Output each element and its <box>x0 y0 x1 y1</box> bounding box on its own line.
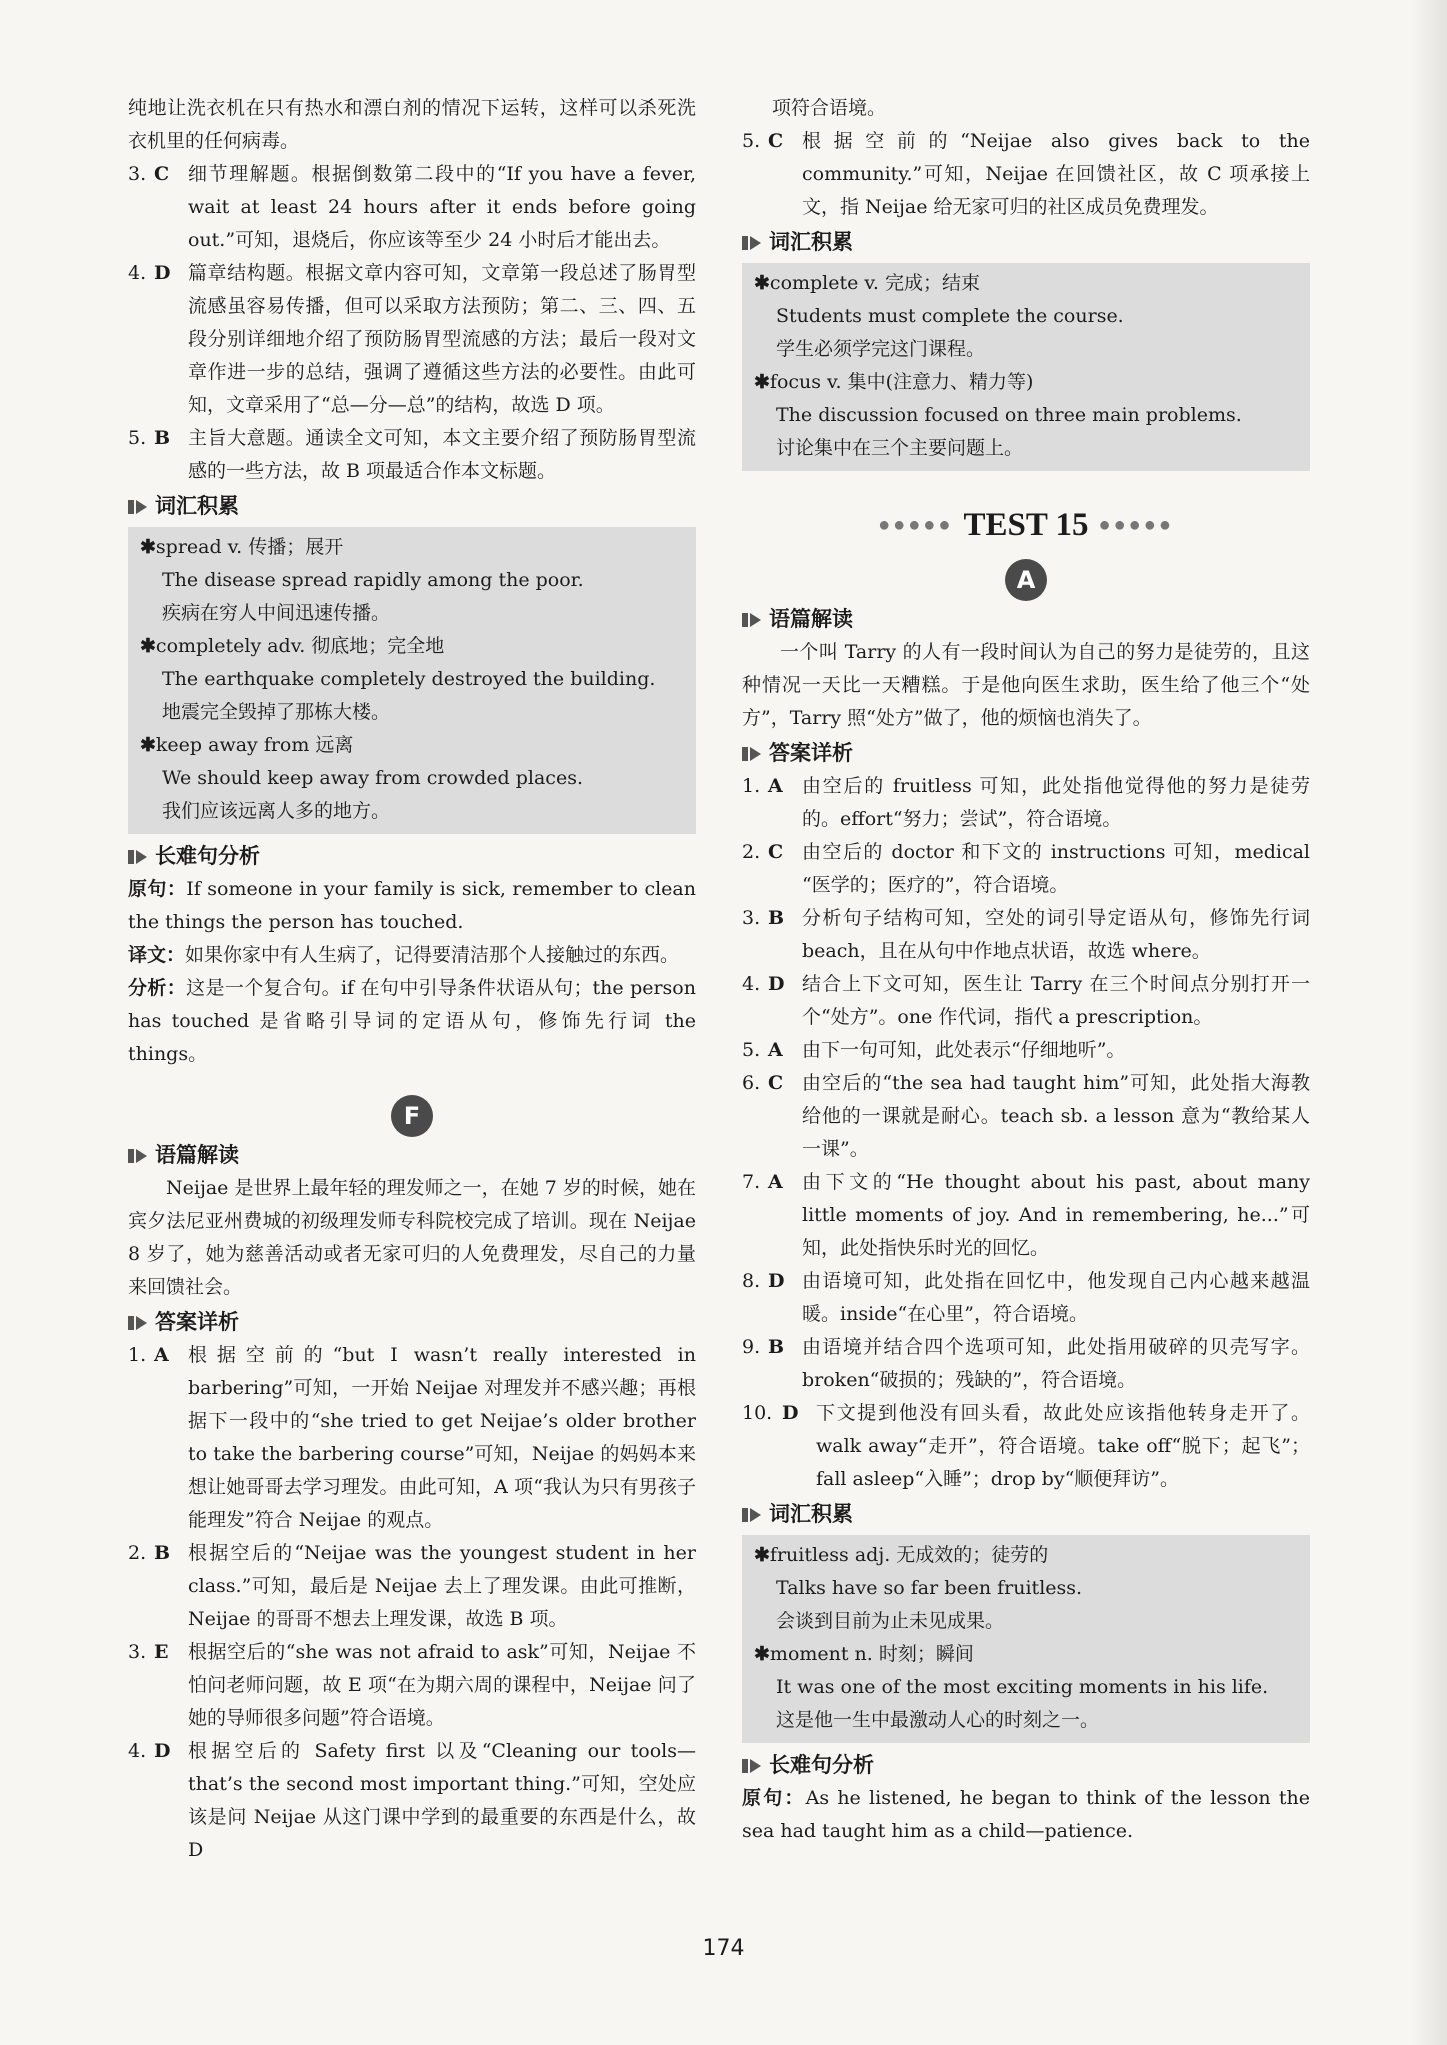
item-explanation: 细节理解题。根据倒数第二段中的“If you have a fever, wait at least 24 hours after it ends before going out.”可知，退烧后，你应该等至少 24 小时后才能出去。 <box>188 163 696 251</box>
item-number: 3. <box>128 163 147 185</box>
item-explanation: 主旨大意题。通读全文可知，本文主要介绍了预防肠胃型流感的一些方法，故 B 项最适合作本文标题。 <box>188 427 696 482</box>
section-heading-reading: 语篇解读 <box>742 603 1310 636</box>
paragraph-continued: 纯地让洗衣机在只有热水和漂白剂的情况下运转，这样可以杀死洗衣机里的任何病毒。 <box>128 97 696 152</box>
item-answer: C <box>154 163 170 185</box>
heading-bar-icon <box>128 850 134 864</box>
reading-summary: 一个叫 Tarry 的人有一段时间认为自己的努力是徒劳的，且这种情况一天比一天糟糕。于是他向医生求助，医生给了他三个“处方”，Tarry 照“处方”做了，他的烦恼也消失了。 <box>742 641 1310 729</box>
answer-item: 1. A 根据空前的“but I wasn’t really interested in barbering”可知，一开始 Neijae 对理发并不感兴趣；再根据下一段中的“she tried to get Neijae’s older brother to take the barbering course”可知，Neijae 的妈妈本来想让她哥哥去学习理发。由此可知，A 项“我认为只有男孩子能理发”符合 Neijae 的观点。 <box>128 1344 696 1531</box>
answer-item: 4. D 结合上下文可知，医生让 Tarry 在三个时间点分别打开一个“处方”。one 作代词，指代 a prescription。 <box>742 973 1310 1028</box>
answer-item <box>128 158 696 257</box>
answer-item: 3. E 根据空后的“she was not afraid to ask”可知，Neijae 不怕问老师问题，故 E 项“在为期六周的课程中，Neijae 问了她的导师很多问题”符合语境。 <box>128 1641 696 1729</box>
section-heading-vocab: 词汇积累 <box>742 226 1310 259</box>
answer-item: 8. D 由语境可知，此处指在回忆中，他发现自己内心越来越温暖。inside“在心里”，符合语境。 <box>742 1270 1310 1325</box>
analysis: 分析：这是一个复合句。if 在句中引导条件状语从句；the person has touched 是省略引导词的定语从句，修饰先行词 the things。 <box>128 977 696 1065</box>
answer-item: 1. A 由空后的 fruitless 可知，此处指他觉得他的努力是徒劳的。effort“努力；尝试”，符合语境。 <box>742 775 1310 830</box>
heading-arrow-icon <box>750 236 761 250</box>
answer-item: 10. D 下文提到他没有回头看，故此处应该指他转身走开了。walk away“走开”，符合语境。take off“脱下；起飞”；fall asleep“入睡”；drop by“顺便拜访”。 <box>742 1402 1310 1490</box>
vocab-entry: ✱moment n. 时刻；瞬间 It was one of the most exciting moments in his life. 这是他一生中最激动人心的时刻之一。 <box>754 1643 1269 1731</box>
asterisk-icon: ✱ <box>140 734 156 756</box>
vocab-entry: ✱fruitless adj. 无成效的；徒劳的 Talks have so far been fruitless. 会谈到目前为止未见成果。 <box>754 1544 1083 1632</box>
item-answer: B <box>154 427 171 449</box>
left-column <box>128 92 696 1867</box>
answer-item: 5. C 根据空前的“Neijae also gives back to the community.”可知，Neijae 在回馈社区，故 C 项承接上文，指 Neijae 给无家可归的社区成员免费理发。 <box>742 130 1310 218</box>
vocab-box <box>742 1535 1310 1743</box>
heading-bar-icon <box>742 1759 748 1773</box>
item-answer: D <box>154 262 171 284</box>
section-heading-long-sentence: 长难句分析 <box>742 1749 1310 1782</box>
dots-decoration-icon: ●●●●● <box>878 513 954 536</box>
section-heading-vocab: 词汇积累 <box>128 490 696 523</box>
vocab-entry: ✱completely adv. 彻底地；完全地 The earthquake completely destroyed the building. 地震完全毁掉了那栋大楼。 <box>140 635 656 723</box>
asterisk-icon: ✱ <box>140 536 156 558</box>
section-heading-vocab: 词汇积累 <box>742 1498 1310 1531</box>
answer-item <box>128 257 696 422</box>
answer-item: 4. D 根据空后的 Safety first 以及“Cleaning our tools—that’s the second most important thing.”可知，空处应该是问 Neijae 从这门课中学到的最重要的东西是什么，故 D <box>128 1740 696 1861</box>
heading-arrow-icon <box>750 747 761 761</box>
section-heading-answers: 答案详析 <box>742 737 1310 770</box>
vocab-entry: ✱keep away from 远离 We should keep away from crowded places. 我们应该远离人多的地方。 <box>140 734 583 822</box>
section-heading-reading: 语篇解读 <box>128 1139 696 1172</box>
heading-bar-icon <box>128 1149 134 1163</box>
vocab-box <box>742 263 1310 471</box>
heading-arrow-icon <box>136 500 147 514</box>
section-heading-long-sentence: 长难句分析 <box>128 840 696 873</box>
reading-summary: Neijae 是世界上最年轻的理发师之一，在她 7 岁的时候，她在宾夕法尼亚州费城的初级理发师专科院校完成了培训。现在 Neijae 8 岁了，她为慈善活动或者无家可归的人免费理发，尽自己的力量来回馈社会。 <box>128 1177 696 1298</box>
item-number: 5. <box>128 427 147 449</box>
answer-item: 2. C 由空后的 doctor 和下文的 instructions 可知，medical “医学的；医疗的”，符合语境。 <box>742 841 1310 896</box>
heading-bar-icon <box>128 500 134 514</box>
section-letter-badge: F <box>391 1095 433 1137</box>
original-sentence: 原句：As he listened, he began to think of the lesson the sea had taught him as a child—patience. <box>742 1787 1310 1842</box>
answer-item: 9. B 由语境并结合四个选项可知，此处指用破碎的贝壳写字。broken“破损的；残缺的”，符合语境。 <box>742 1336 1310 1391</box>
item-explanation: 篇章结构题。根据文章内容可知，文章第一段总述了肠胃型流感虽容易传播，但可以采取方法预防；第二、三、四、五段分别详细地介绍了预防肠胃型流感的方法；最后一段对文章作进一步的总结，强调了遵循这些方法的必要性。由此可知，文章采用了“总—分—总”的结构，故选 D 项。 <box>188 262 696 416</box>
dots-decoration-icon: ●●●●● <box>1098 513 1174 536</box>
test-heading: ●●●●● TEST 15 ●●●●● <box>878 506 1174 543</box>
answer-item: 7. A 由下文的“He thought about his past, about many little moments of joy. And in remembering, he...”可知，此处指快乐时光的回忆。 <box>742 1171 1310 1259</box>
paragraph-continued: 项符合语境。 <box>772 97 887 119</box>
answer-item: 2. B 根据空后的“Neijae was the youngest student in her class.”可知，最后是 Neijae 去上了理发课。由此可推断，Neijae 的哥哥不想去上理发课，故选 B 项。 <box>128 1542 696 1630</box>
heading-arrow-icon <box>750 613 761 627</box>
heading-bar-icon <box>742 747 748 761</box>
asterisk-icon: ✱ <box>754 272 770 294</box>
vocab-entry: ✱spread v. 传播；展开 The disease spread rapidly among the poor. 疾病在穷人中间迅速传播。 <box>140 536 584 624</box>
heading-arrow-icon <box>136 850 147 864</box>
section-heading-answers: 答案详析 <box>128 1306 696 1339</box>
heading-arrow-icon <box>136 1316 147 1330</box>
heading-bar-icon <box>742 1508 748 1522</box>
answer-item: 6. C 由空后的“the sea had taught him”可知，此处指大海教给他的一课就是耐心。teach sb. a lesson 意为“教给某人一课”。 <box>742 1072 1310 1160</box>
asterisk-icon: ✱ <box>754 1643 770 1665</box>
answer-item <box>128 422 696 488</box>
original-sentence: 原句：If someone in your family is sick, remember to clean the things the person has touched. <box>128 878 696 933</box>
answer-item: 3. B 分析句子结构可知，空处的词引导定语从句，修饰先行词 beach，且在从句中作地点状语，故选 where。 <box>742 907 1310 962</box>
heading-bar-icon <box>742 613 748 627</box>
asterisk-icon: ✱ <box>754 1544 770 1566</box>
vocab-entry: ✱focus v. 集中(注意力、精力等) The discussion focused on three main problems. 讨论集中在三个主要问题上。 <box>754 371 1242 459</box>
heading-arrow-icon <box>136 1149 147 1163</box>
item-number: 4. <box>128 262 147 284</box>
right-column <box>742 92 1310 1848</box>
vocab-box <box>128 527 696 834</box>
heading-bar-icon <box>128 1316 134 1330</box>
page-edge-shadow <box>1411 0 1447 2045</box>
asterisk-icon: ✱ <box>754 371 770 393</box>
heading-arrow-icon <box>750 1508 761 1522</box>
asterisk-icon: ✱ <box>140 635 156 657</box>
vocab-entry: ✱complete v. 完成；结束 Students must complete the course. 学生必须学完这门课程。 <box>754 272 1124 360</box>
heading-bar-icon <box>742 236 748 250</box>
translation: 译文：如果你家中有人生病了，记得要清洁那个人接触过的东西。 <box>128 944 680 966</box>
heading-arrow-icon <box>750 1759 761 1773</box>
page-number: 174 <box>702 1936 745 1961</box>
answer-item: 5. A 由下一句可知，此处表示“仔细地听”。 <box>742 1039 1126 1061</box>
section-letter-badge: A <box>1005 559 1047 601</box>
